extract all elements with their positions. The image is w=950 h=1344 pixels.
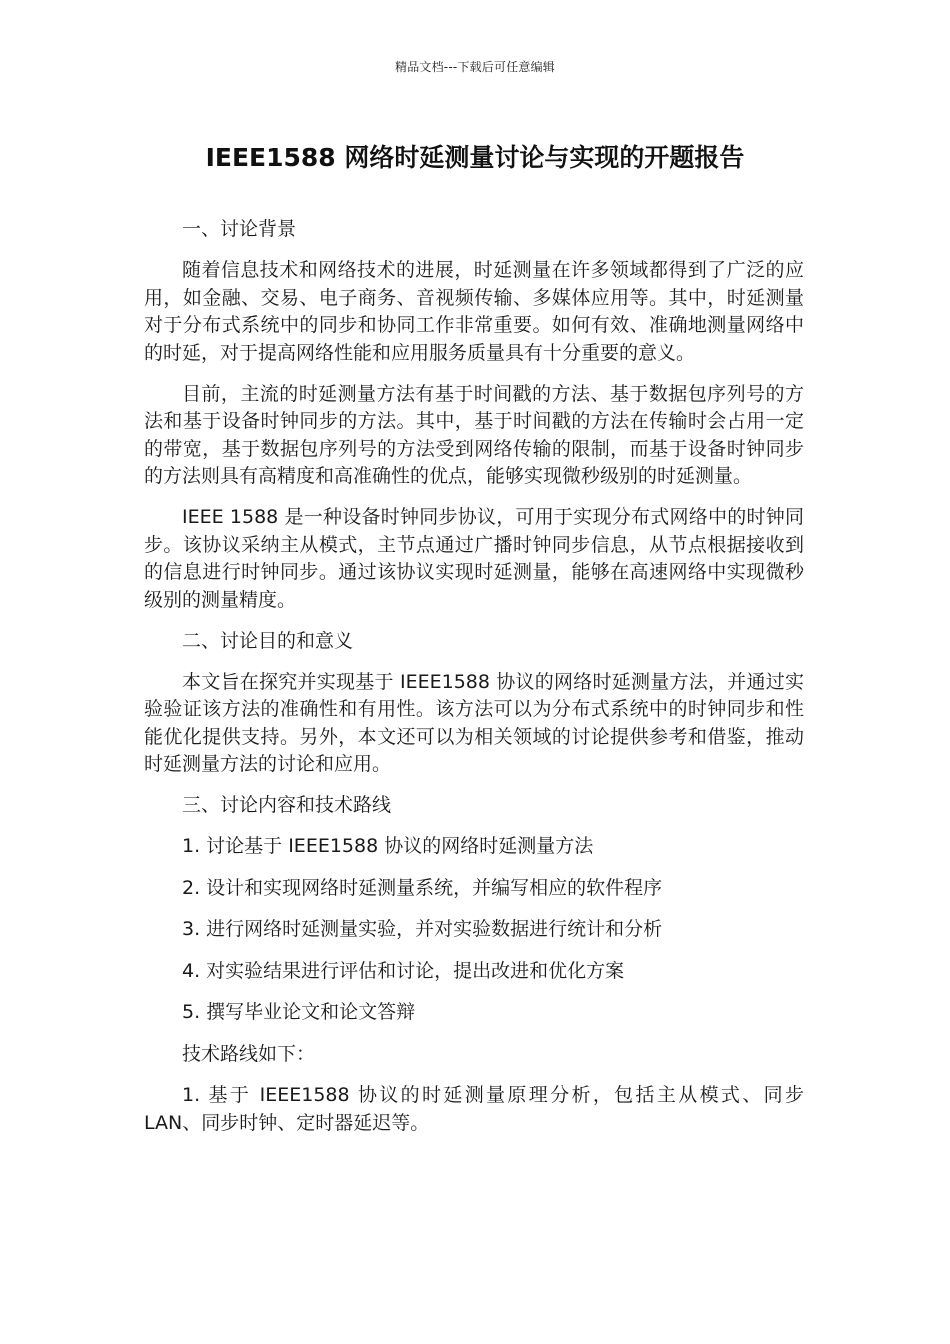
page-title: IEEE1588 网络时延测量讨论与实现的开题报告 (205, 143, 745, 172)
list-item-content-5: 5. 撰写毕业论文和论文答辩 (182, 1001, 416, 1023)
technical-route-label: 技术路线如下： (182, 1042, 316, 1065)
section-heading-purpose: 二、讨论目的和意义 (182, 629, 354, 652)
document-body (144, 216, 804, 1151)
section-heading-background: 一、讨论背景 (182, 218, 297, 240)
list-item-content-4: 4. 对实验结果进行评估和讨论，提出改进和优化方案 (182, 959, 625, 982)
list-item-content-2: 2. 设计和实现网络时延测量系统，并编写相应的软件程序 (182, 876, 663, 899)
section-heading-content: 三、讨论内容和技术路线 (182, 794, 392, 816)
list-item-content-3: 3. 进行网络时延测量实验，并对实验数据进行统计和分析 (182, 918, 663, 940)
paragraph-purpose: 本文旨在探究并实现基于 IEEE1588 协议的网络时延测量方法，并通过实验验证该方法的准确性和有用性。该方法可以为分布式系统中的时钟同步和性能优化提供支持。另外，本文还可以为相关领域的讨论提供参考和借鉴，推动时延测量方法的讨论和应用。 (144, 670, 804, 775)
list-item-route-1: 1. 基于 IEEE1588 协议的时延测量原理分析，包括主从模式、同步 LAN、同步时钟、定时器延迟等。 (144, 1084, 804, 1134)
list-item-content-1: 1. 讨论基于 IEEE1588 协议的网络时延测量方法 (182, 835, 594, 857)
header-note: 精品文档---下载后可任意编辑 (395, 60, 555, 74)
paragraph-background-3: IEEE 1588 是一种设备时钟同步协议，可用于实现分布式网络中的时钟同步。该协议采纳主从模式，主节点通过广播时钟同步信息，从节点根据接收到的信息进行时钟同步。通过该协议实现时延测量，能够在高速网络中实现微秒级别的测量精度。 (144, 506, 804, 611)
paragraph-background-2: 目前，主流的时延测量方法有基于时间戳的方法、基于数据包序列号的方法和基于设备时钟同步的方法。其中，基于时间戳的方法在传输时会占用一定的带宽，基于数据包序列号的方法受到网络传输的限制，而基于设备时钟同步的方法则具有高精度和高准确性的优点，能够实现微秒级别的时延测量。 (144, 382, 804, 487)
paragraph-background-1: 随着信息技术和网络技术的进展，时延测量在许多领域都得到了广泛的应用，如金融、交易、电子商务、音视频传输、多媒体应用等。其中，时延测量对于分布式系统中的同步和协同工作非常重要。如何有效、准确地测量网络中的时延，对于提高网络性能和应用服务质量具有十分重要的意义。 (144, 259, 804, 364)
